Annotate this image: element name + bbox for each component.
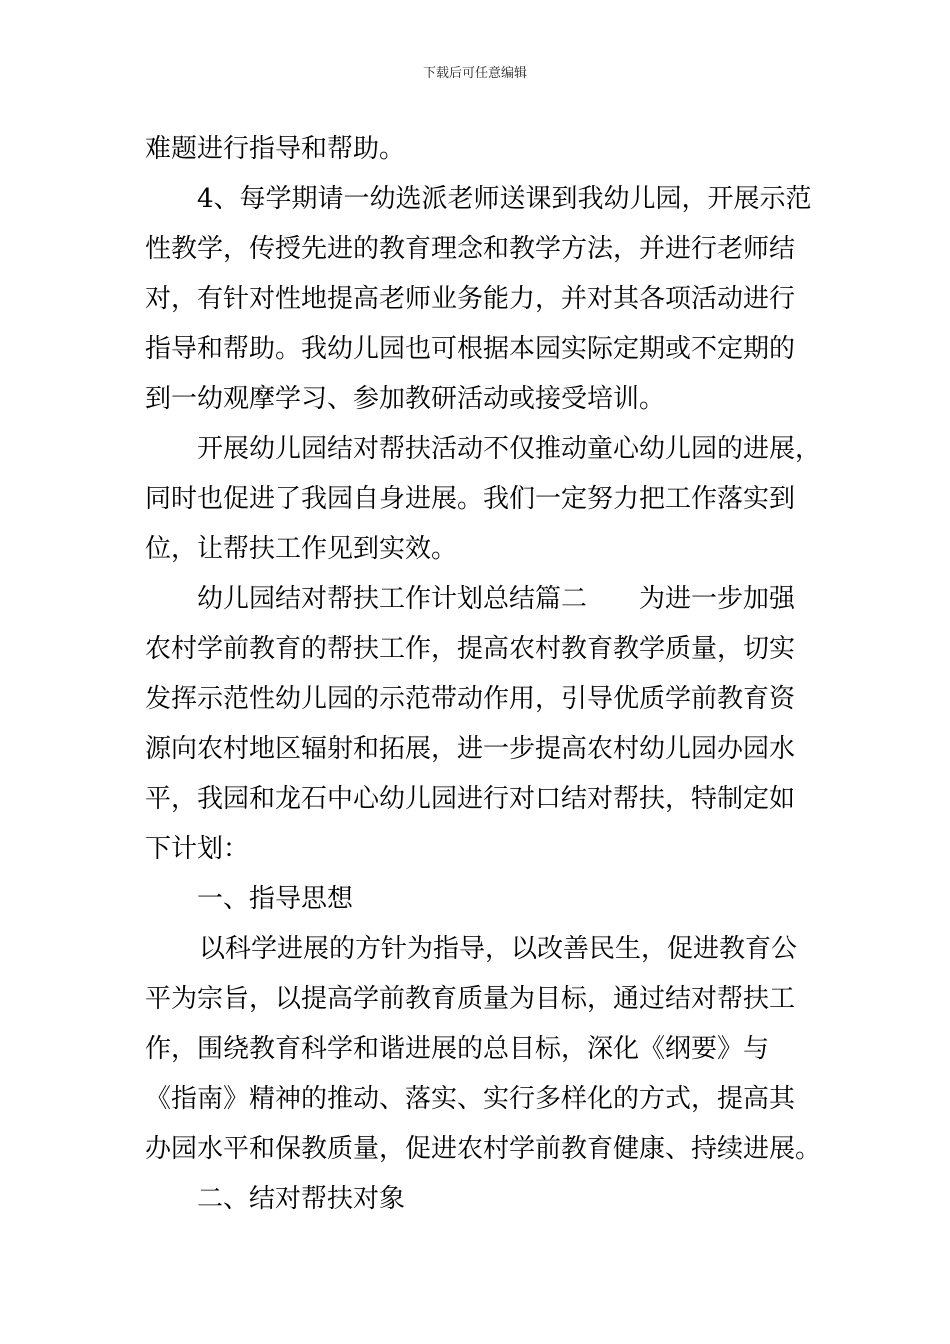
- text-line: 以科学进展的方针为指导，以改善民生，促进教育公: [199, 934, 798, 964]
- text-line: 指导和帮助。我幼儿园也可根据本园实际定期或不定期的: [145, 334, 796, 364]
- text-line: 办园水平和保教质量，促进农村学前教育健康、持续进展。: [145, 1134, 822, 1164]
- text-line: 到一幼观摩学习、参加教研活动或接受培训。: [145, 384, 666, 414]
- text-line: 下计划：: [145, 834, 250, 864]
- text-line: 源向农村地区辐射和拓展，进一步提高农村幼儿园办园水: [145, 734, 796, 764]
- document-body: [145, 124, 825, 1224]
- text-line: 性教学，传授先进的教育理念和教学方法，并进行老师结: [145, 234, 796, 264]
- text-line: 农村学前教育的帮扶工作，提高农村教育教学质量，切实: [145, 634, 796, 664]
- text-line: 位，让帮扶工作见到实效。: [145, 534, 458, 564]
- text-line: 《指南》精神的推动、落实、实行多样化的方式，提高其: [145, 1084, 796, 1114]
- section-title: 幼儿园结对帮扶工作计划总结篇二: [197, 584, 588, 614]
- heading-guiding-thought: 一、指导思想: [197, 884, 354, 914]
- text-line: 同时也促进了我园自身进展。我们一定努力把工作落实到: [145, 484, 796, 514]
- text-line: 平，我园和龙石中心幼儿园进行对口结对帮扶，特制定如: [145, 784, 796, 814]
- text-line: 难题进行指导和帮助。: [145, 134, 406, 164]
- text-line: 对，有针对性地提高老师业务能力，并对其各项活动进行: [145, 284, 796, 314]
- section-intro-start: 为进一步加强: [639, 584, 796, 614]
- heading-pairing-targets: 二、结对帮扶对象: [197, 1184, 406, 1214]
- section-title-line: [145, 574, 825, 624]
- text-line: 开展幼儿园结对帮扶活动不仅推动童心幼儿园的进展，: [197, 434, 822, 464]
- page-header-note: 下载后可任意编辑: [422, 66, 527, 81]
- text-line: 发挥示范性幼儿园的示范带动作用，引导优质学前教育资: [145, 684, 796, 714]
- text-line: 4、每学期请一幼选派老师送课到我幼儿园，开展示范: [197, 184, 812, 214]
- text-line: 平为宗旨，以提高学前教育质量为目标，通过结对帮扶工: [145, 984, 796, 1014]
- text-line: 作，围绕教育科学和谐进展的总目标，深化《纲要》与: [145, 1034, 770, 1064]
